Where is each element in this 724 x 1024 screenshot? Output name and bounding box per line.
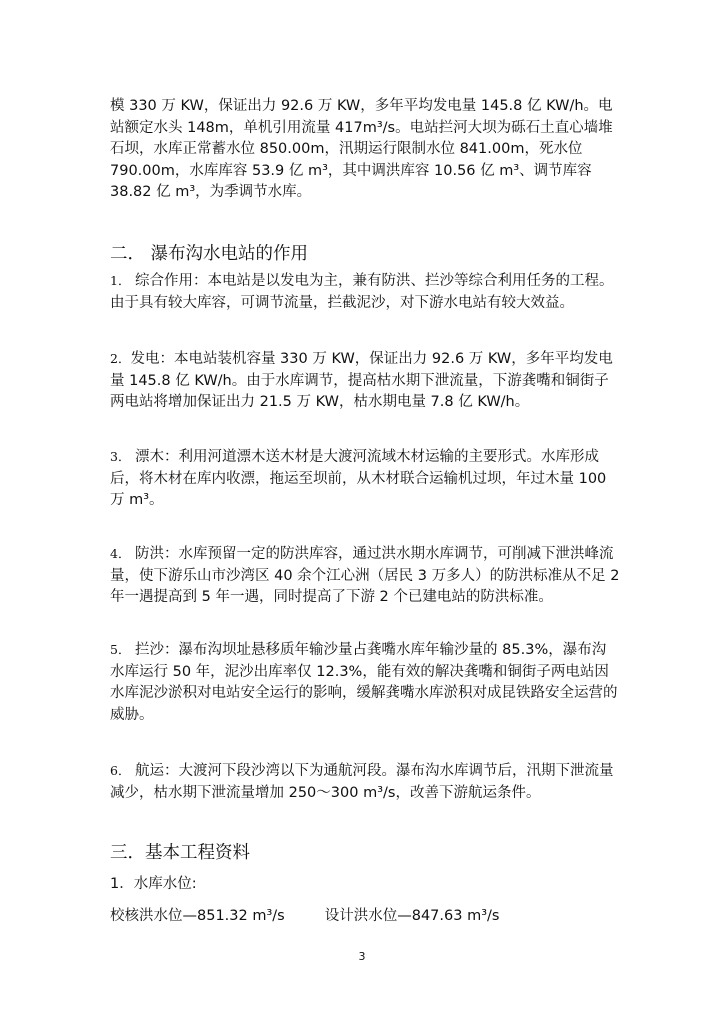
item-6-paragraph [110,760,620,804]
item-5-number: 5． [110,642,131,657]
item-1-number: 1． [110,273,131,288]
item-2-paragraph [110,348,620,414]
item-1-text: 综合作用：本电站是以发电为主，兼有防洪、拦沙等综合利用任务的工程。由于具有较大库容，可调节流量，拦截泥沙，对下游水电站有较大效益。 [110,273,614,311]
item-4-number: 4． [110,546,131,561]
intro-paragraph: 模 330 万 KW，保证出力 92.6 万 KW，多年平均发电量 145.8 亿 KW/h。电站额定水头 148m，单机引用流量 417m³/s。电站拦河大坝为砾石土直心墙堆石坝，水库正常蓄水位 850.00m，汛期运行限制水位 841.00m，死水位 790.00m，水库库容 53.9 亿 m³，其中调洪库容 10.56 亿 m³、调节库容 38.82 亿 m³，为季调节水库。 [110,98,613,200]
check-flood-level: 校核洪水位—851.32 m³/s [110,908,285,924]
flood-levels-row [110,904,499,925]
design-flood-level: 设计洪水位—847.63 m³/s [324,908,500,924]
section-3-heading: 三．基本工程资料 [110,843,250,863]
item-5-paragraph [110,639,620,726]
page-number: 3 [358,950,366,963]
item-5-text: 拦沙：瀑布沟坝址悬移质年输沙量占龚嘴水库年输沙量的 85.3%，瀑布沟水库运行 50 年，泥沙出库率仅 12.3%，能有效的解决龚嘴和铜街子两电站因水库泥沙淤积对电站安全运行的影响，缓解龚嘴水库淤积对成昆铁路安全运营的威胁。 [110,642,618,723]
item-3-number: 3． [110,449,131,464]
item-2-number: 2． [110,351,131,366]
item-4-text: 防洪：水库预留一定的防洪库容，通过洪水期水库调节，可削减下泄洪峰流量，使下游乐山市沙湾区 40 余个江心洲（居民 3 万多人）的防洪标准从不足 2 年一遇提高到 5 年一遇，同时提高了下游 2 个已建电站的防洪标准。 [110,546,620,605]
item-3-paragraph [110,446,620,512]
item-6-number: 6． [110,763,131,778]
item-1-paragraph [110,270,620,314]
item-3-text: 漂木：利用河道漂木送木材是大渡河流域木材运输的主要形式。水库形成后，将木材在库内收漂，拖运至坝前，从木材联合运输机过坝，年过木量 100 万 m³。 [110,449,607,508]
item-2-text: 发电：本电站装机容量 330 万 KW，保证出力 92.6 万 KW，多年平均发电量 145.8 亿 KW/h。由于水库调节，提高枯水期下泄流量，下游龚嘴和铜街子两电站将增加保证出力 21.5 万 KW，枯水期电量 7.8 亿 KW/h。 [110,351,613,410]
item-4-paragraph [110,543,620,609]
section-2-heading: 二． 瀑布沟水电站的作用 [110,244,309,264]
reservoir-level-subheading: 1．水库水位: [110,876,197,892]
item-6-text: 航运：大渡河下段沙湾以下为通航河段。瀑布沟水库调节后，汛期下泄流量减少，枯水期下泄流量增加 250～300 m³/s，改善下游航运条件。 [110,763,614,801]
